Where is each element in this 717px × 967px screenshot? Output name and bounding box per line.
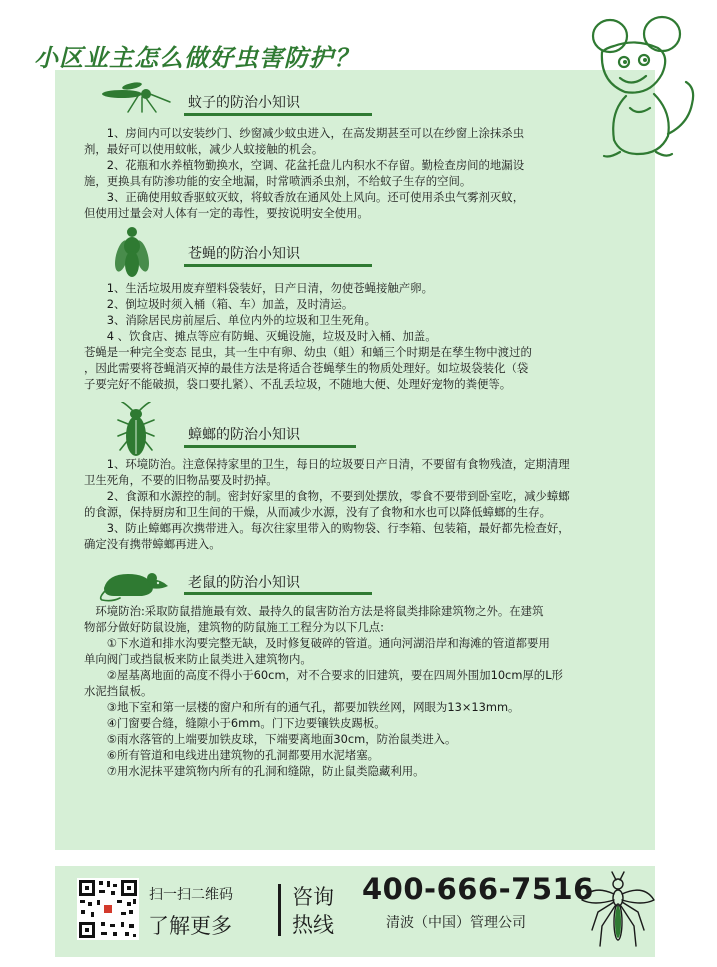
hotline-label: 热线 [292,913,334,937]
page-title: 小区业主怎么做好虫害防护？ [34,44,359,72]
section-title-mosquito: 蚊子的防治小知识 [188,95,300,111]
paragraph-line: 剂，最好可以使用蚊帐，减少人蚊接触的机会。 [84,142,324,156]
paragraph-line: ③地下室和第一层楼的窗户和所有的通气孔，都要加铁丝网，网眼为13×13mm。 [84,700,520,714]
section-underline [184,445,356,448]
section-body-cockroach [84,456,640,552]
paragraph-line: ①下水道和排水沟要完整无缺，及时修复破碎的管道。通向河湖沿岸和海滩的管道都要用 [84,636,550,650]
rat-icon [98,566,172,602]
paragraph-line: 1、生活垃圾用废弃塑料袋装好，日产日清，勿使苍蝇接触产卵。 [84,281,433,295]
paragraph-line: ，因此需要将苍蝇消灭掉的最佳方法是将适合苍蝇孳生的物质处理好。如垃圾袋装化（袋 [84,361,529,375]
consult-label: 咨询 [292,885,334,909]
section-underline [184,113,372,116]
paragraph-line: 的食源，保持厨房和卫生间的干燥，从而减少水源，没有了食物和水也可以降低蟑螂的生存。 [84,505,552,519]
section-body-rat [84,603,640,779]
section-title-fly: 苍蝇的防治小知识 [188,246,300,262]
paragraph-line: 3、消除居民房前屋后、单位内外的垃圾和卫生死角。 [84,313,377,327]
paragraph-line: 4 、饮食店、摊点等应有防蝇、灭蝇设施，垃圾及时入桶、加盖。 [84,329,437,343]
section-body-fly [84,280,640,392]
cockroach-icon [116,402,156,460]
paragraph-line: 施，更换具有防渗功能的安全地漏，时常喷洒杀虫剂，不给蚊子生存的空间。 [84,174,472,188]
paragraph-line: 卫生死角，不要的旧物品要及时扔掉。 [84,473,278,487]
scan-qr-label: 扫一扫二维码 [149,887,233,903]
paragraph-line: 物部分做好防鼠设施，建筑物的防鼠施工工程分为以下几点: [84,620,384,634]
paragraph-line: 2、花瓶和水养植物勤换水，空调、花盆托盘儿内积水不存留。勤检查房间的地漏设 [84,158,525,172]
company-name: 清波（中国）管理公司 [386,915,526,931]
paragraph-line: 但使用过量会对人体有一定的毒性，要按说明安全使用。 [84,206,369,220]
paragraph-line: ⑦用水泥抹平建筑物内所有的孔洞和缝隙，防止鼠类隐藏利用。 [84,764,425,778]
paragraph-line: 1、环境防治。注意保持家里的卫生，每日的垃圾要日产日清，不要留有食物残渣，定期清理 [84,457,570,471]
paragraph-line: 确定没有携带蟑螂再进入。 [84,537,221,551]
paragraph-line: ⑥所有管道和电线进出建筑物的孔洞都要用水泥堵塞。 [84,748,379,762]
paragraph-line: ②屋基离地面的高度不得小于60cm，对不合要求的旧建筑，要在四周外围加10cm厚的L形 [84,668,563,682]
footer-divider [278,884,281,936]
paragraph-line: 1、房间内可以安装纱门、纱窗减少蚊虫进入，在高发期甚至可以在纱窗上涂抹杀虫 [84,126,525,140]
paragraph-line: 3、防止蟑螂再次携带进入。每次往家里带入的购物袋、行李箱、包装箱，最好都先检查好， [84,521,570,535]
paragraph-line: 3、正确使用蚊香驱蚊灭蚊，将蚊香放在通风处上风向。还可使用杀虫气雾剂灭蚊， [84,190,525,204]
paragraph-line: 子要完好不能破损，袋口要扎紧）、不乱丢垃圾，不随地大便、处理好宠物的粪便等。 [84,377,512,391]
paragraph-line: ⑤雨水落管的上端要加铁皮球，下端要离地面30cm，防治鼠类进入。 [84,732,457,746]
paragraph-line: ④门窗要合缝，缝隙小于6mm。门下边要镶铁皮踢板。 [84,716,386,730]
paragraph-line: 苍蝇是一种完全变态 昆虫，其一生中有卵、幼虫（蛆）和蛹三个时期是在孳生物中渡过的 [84,345,532,359]
section-underline [184,592,372,595]
fly-icon [114,226,150,278]
paragraph-line: 2、食源和水源控的制。密封好家里的食物，不要到处摆放，零食不要带到卧室吃，减少蟑螂 [84,489,570,503]
mosquito-outline-icon [578,870,658,952]
paragraph-line: 单向阀门或挡鼠板来防止鼠类进入建筑物内。 [84,652,312,666]
paragraph-line: 环境防治:采取防鼠措施最有效、最持久的鼠害防治方法是将鼠类排除建筑物之外。在建筑 [84,604,544,618]
section-underline [184,264,372,267]
learn-more-label: 了解更多 [148,914,232,938]
section-title-cockroach: 蟑螂的防治小知识 [188,427,300,443]
paragraph-line: 2、倒垃圾时须入桶（箱、车）加盖，及时清运。 [84,297,354,311]
section-body-mosquito [84,125,640,221]
qr-code[interactable] [77,878,139,940]
paragraph-line: 水泥挡鼠板。 [84,684,153,698]
mosquito-icon [98,80,172,114]
section-title-rat: 老鼠的防治小知识 [188,575,300,591]
hotline-phone-number[interactable]: 400-666-7516 [362,872,594,906]
